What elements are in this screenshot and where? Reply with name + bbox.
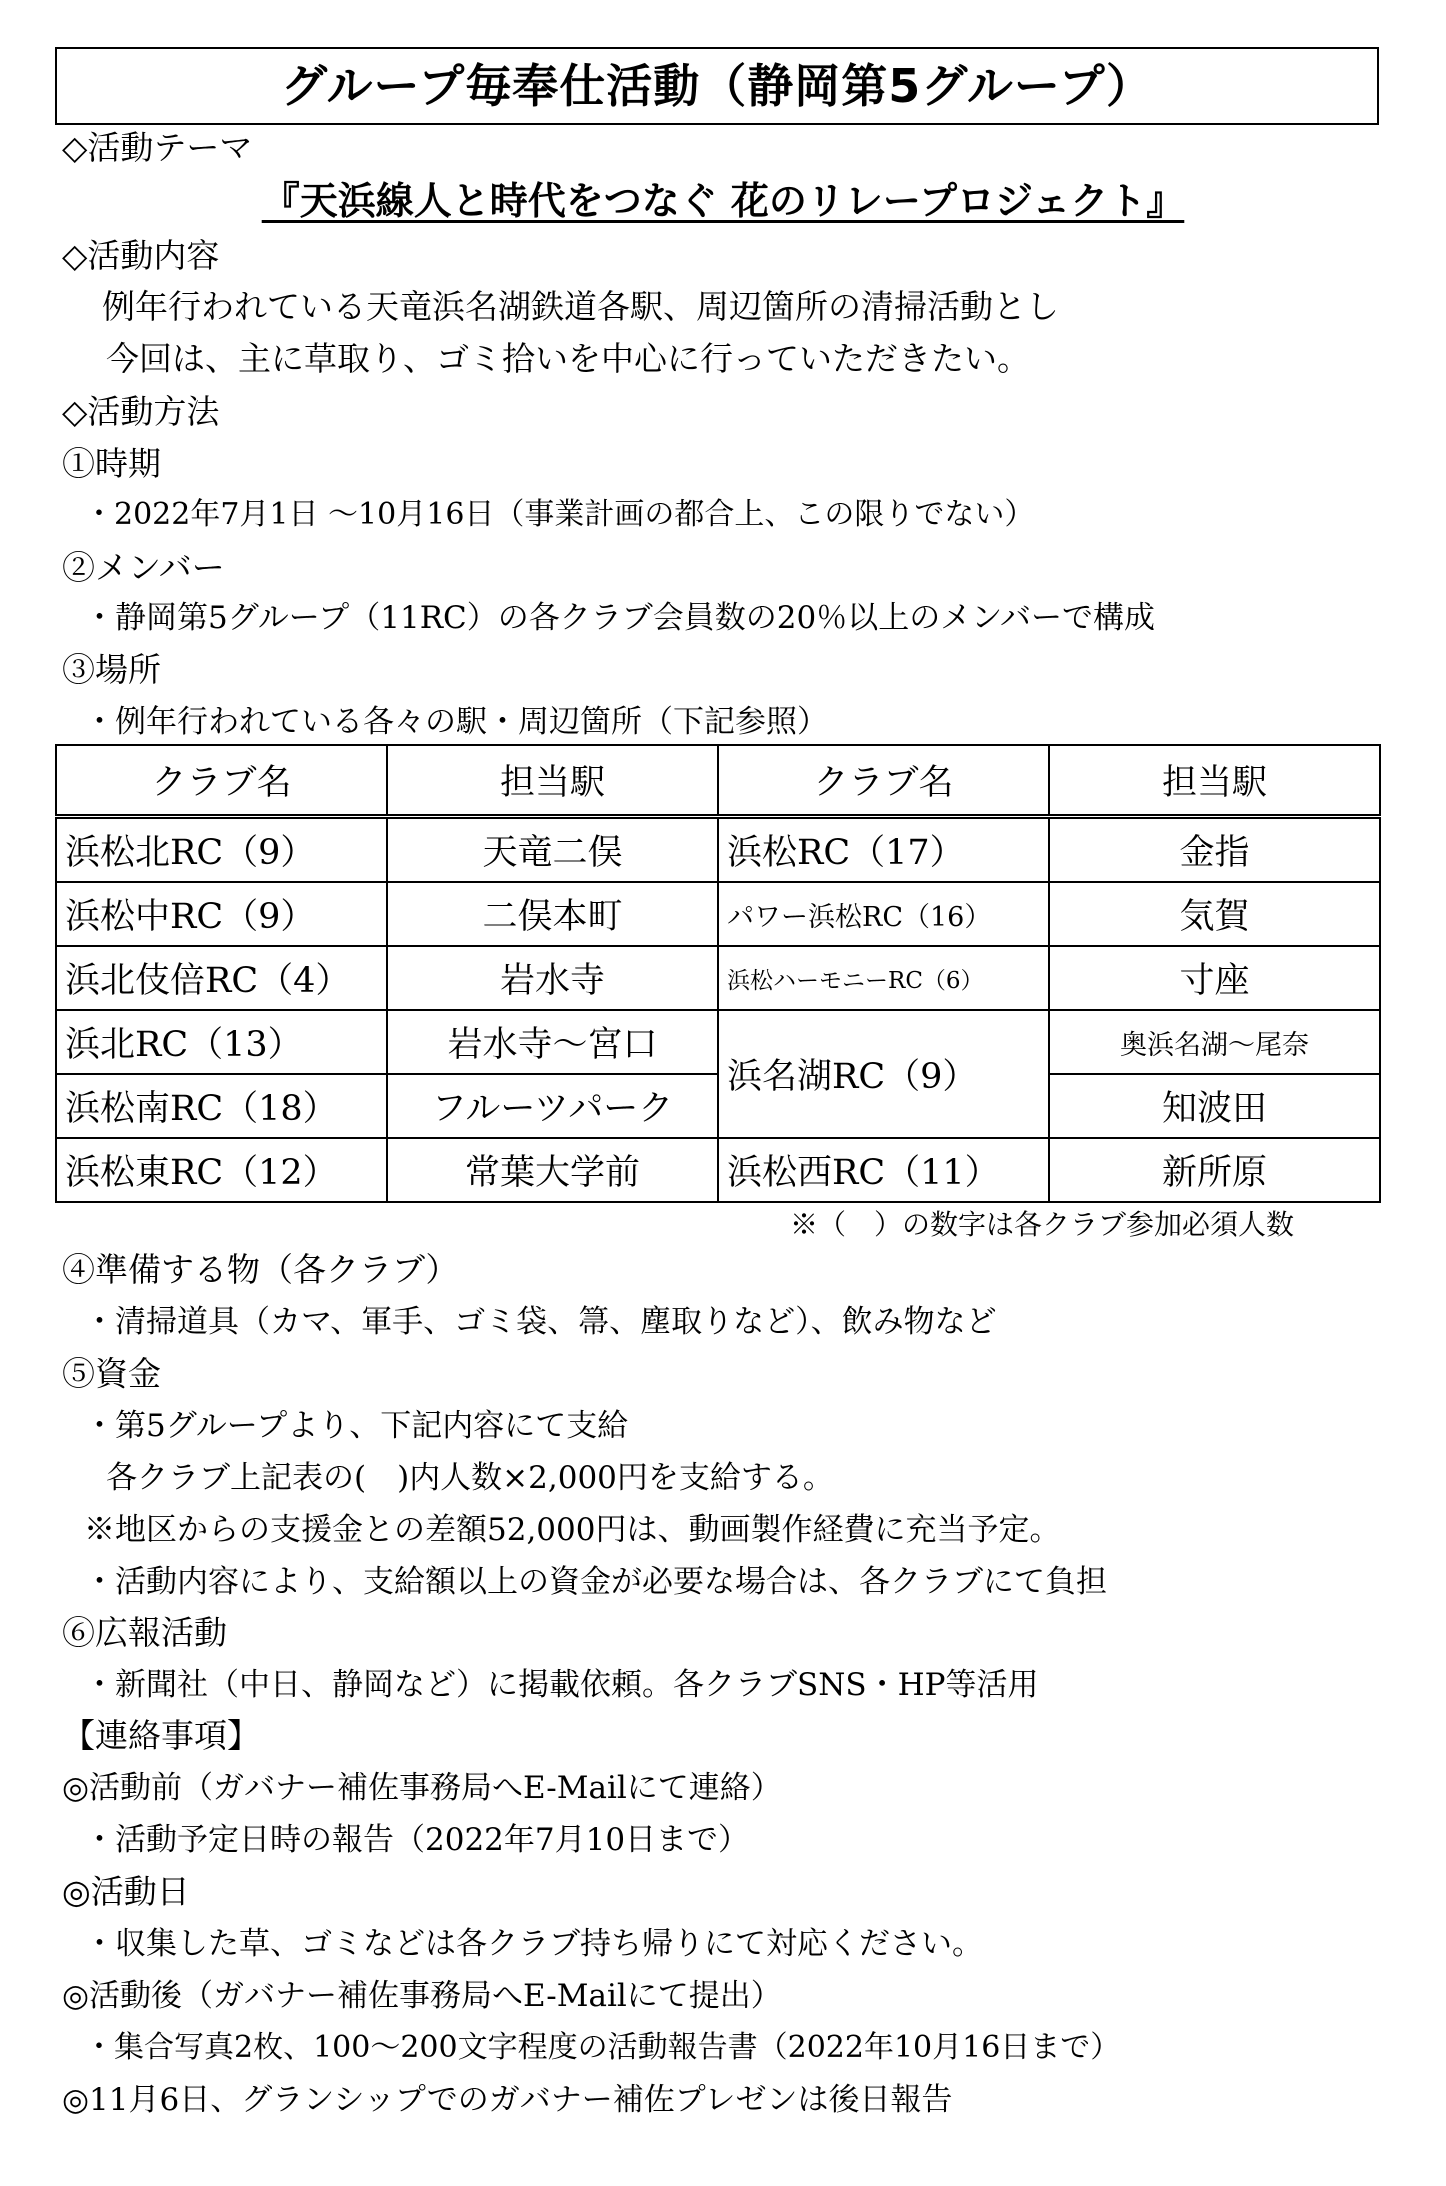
- club-cell: 浜北伎倍RC（4）: [56, 946, 387, 1010]
- table-header-row: [56, 745, 1380, 817]
- table-row: [56, 1138, 1380, 1202]
- club-cell: パワー浜松RC（16）: [718, 882, 1049, 946]
- theme-title: [0, 178, 1446, 224]
- club-cell: 浜松北RC（9）: [56, 817, 387, 883]
- funds-line-2: 各クラブ上記表の( )内人数×2,000円を支給する。: [106, 1460, 834, 1496]
- club-cell: 浜松ハーモニーRC（6）: [718, 946, 1049, 1010]
- station-cell: 天竜二俣: [387, 817, 718, 883]
- funds-heading: ⑤資金: [62, 1354, 161, 1393]
- station-cell: 寸座: [1049, 946, 1380, 1010]
- station-table: [55, 744, 1381, 1203]
- title-box: [55, 47, 1379, 125]
- theme-text: 『天浜線人と時代をつなぐ 花のリレープロジェクト』: [261, 178, 1185, 223]
- place-heading: ③場所: [62, 650, 161, 689]
- station-cell: 常葉大学前: [387, 1138, 718, 1202]
- funds-line-4: ・活動内容により、支給額以上の資金が必要な場合は、各クラブにて負担: [84, 1564, 1107, 1600]
- day-text: ・収集した草、ゴミなどは各クラブ持ち帰りにて対応ください。: [84, 1926, 983, 1962]
- table-row: [56, 817, 1380, 883]
- place-text: ・例年行われている各々の駅・周辺箇所（下記参照）: [84, 704, 828, 740]
- header-station-1: 担当駅: [387, 745, 718, 817]
- station-cell: フルーツパーク: [387, 1074, 718, 1138]
- after-text: ・集合写真2枚、100～200文字程度の活動報告書（2022年10月16日まで）: [84, 2030, 1121, 2065]
- header-club-1: クラブ名: [56, 745, 387, 817]
- station-cell: 岩水寺: [387, 946, 718, 1010]
- club-cell: 浜松東RC（12）: [56, 1138, 387, 1202]
- station-cell: 知波田: [1049, 1074, 1380, 1138]
- header-club-2: クラブ名: [718, 745, 1049, 817]
- page-title: グループ毎奉仕活動（静岡第5グループ）: [280, 59, 1154, 113]
- before-heading: ◎活動前（ガバナー補佐事務局へE-Mailにて連絡）: [62, 1770, 782, 1806]
- prep-text: ・清掃道具（カマ、軍手、ゴミ袋、箒、塵取りなど）、飲み物など: [84, 1304, 997, 1340]
- club-cell: 浜松RC（17）: [718, 817, 1049, 883]
- station-cell: 奥浜名湖～尾奈: [1049, 1010, 1380, 1074]
- pr-heading: ⑥広報活動: [62, 1613, 227, 1652]
- period-heading: ①時期: [62, 444, 161, 483]
- club-cell: 浜松南RC（18）: [56, 1074, 387, 1138]
- station-cell: 金指: [1049, 817, 1380, 883]
- after-heading: ◎活動後（ガバナー補佐事務局へE-Mailにて提出）: [62, 1978, 782, 2014]
- theme-heading: ◇活動テーマ: [62, 128, 253, 167]
- club-cell: 浜北RC（13）: [56, 1010, 387, 1074]
- period-text: ・2022年7月1日 ～10月16日（事業計画の都合上、この限りでない）: [84, 497, 1035, 532]
- method-heading: ◇活動方法: [62, 392, 220, 431]
- contact-heading: 【連絡事項】: [62, 1716, 260, 1755]
- funds-line-3: ※地区からの支援金との差額52,000円は、動画製作経費に充当予定。: [84, 1512, 1061, 1548]
- station-cell: 岩水寺～宮口: [387, 1010, 718, 1074]
- table-row: [56, 1010, 1380, 1074]
- before-text: ・活動予定日時の報告（2022年7月10日まで）: [84, 1822, 750, 1858]
- member-heading: ②メンバー: [62, 548, 225, 587]
- table-note: ※（ ）の数字は各クラブ参加必須人数: [790, 1208, 1295, 1241]
- table-row: [56, 882, 1380, 946]
- club-cell: 浜名湖RC（9）: [718, 1010, 1049, 1138]
- club-cell: 浜松西RC（11）: [718, 1138, 1049, 1202]
- club-cell: 浜松中RC（9）: [56, 882, 387, 946]
- final-text: ◎11月6日、グランシップでのガバナー補佐プレゼンは後日報告: [62, 2082, 953, 2118]
- station-cell: 新所原: [1049, 1138, 1380, 1202]
- content-heading: ◇活動内容: [62, 236, 220, 275]
- member-text: ・静岡第5グループ（11RC）の各クラブ会員数の20％以上のメンバーで構成: [84, 600, 1156, 636]
- header-station-2: 担当駅: [1049, 745, 1380, 817]
- funds-line-1: ・第5グループより、下記内容にて支給: [84, 1408, 629, 1444]
- table-row: [56, 946, 1380, 1010]
- station-cell: 気賀: [1049, 882, 1380, 946]
- content-line-1: 例年行われている天竜浜名湖鉄道各駅、周辺箇所の清掃活動とし: [102, 287, 1059, 326]
- content-line-2: 今回は、主に草取り、ゴミ拾いを中心に行っていただきたい。: [106, 339, 1030, 378]
- station-cell: 二俣本町: [387, 882, 718, 946]
- prep-heading: ④準備する物（各クラブ）: [62, 1250, 459, 1289]
- pr-text: ・新聞社（中日、静岡など）に掲載依頼。各クラブSNS・HP等活用: [84, 1667, 1039, 1703]
- day-heading: ◎活動日: [62, 1872, 190, 1911]
